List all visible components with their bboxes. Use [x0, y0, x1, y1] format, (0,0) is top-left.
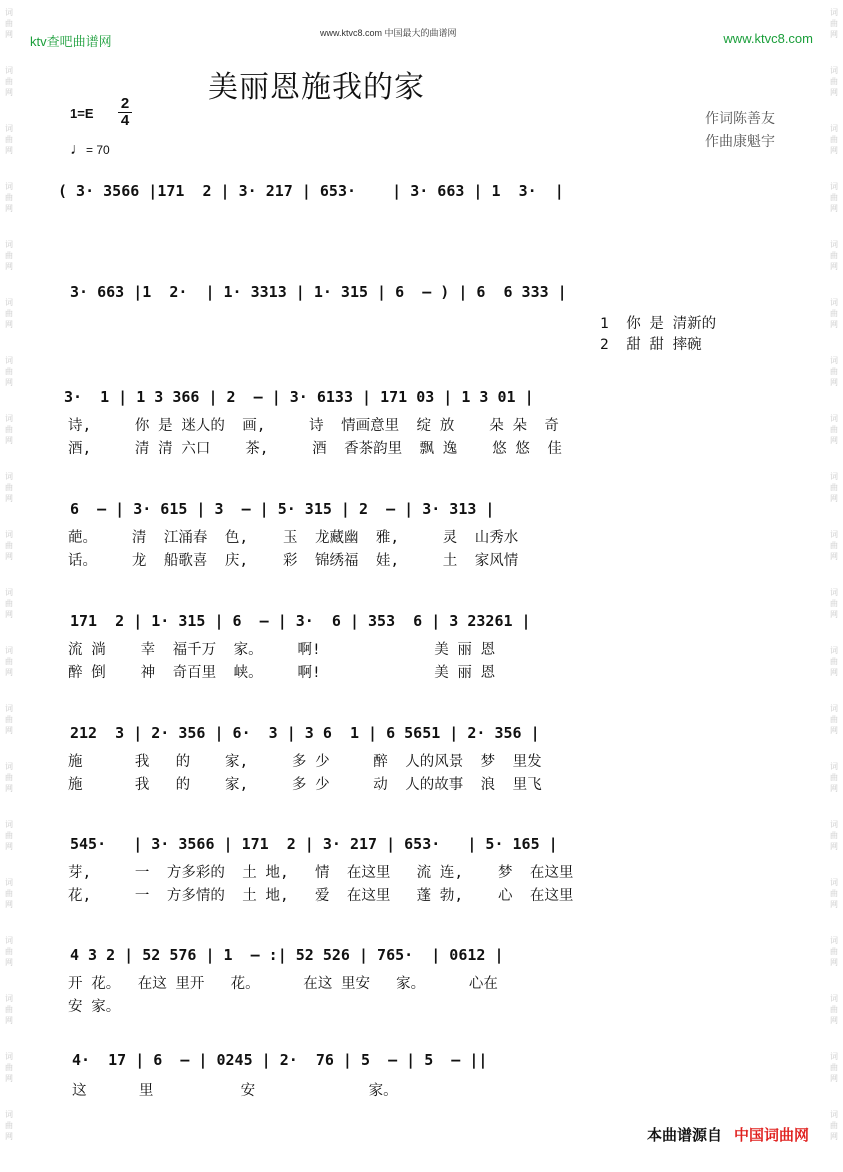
side-watermark-char: 曲	[830, 1005, 838, 1014]
time-signature-top: 2	[120, 95, 130, 112]
side-watermark-char: 词	[830, 762, 838, 771]
side-watermark-char: 词	[830, 1110, 838, 1119]
system-1-notes: ( 3· 3566 |171 2 | 3· 217 | 653· | 3· 663 | 1 3· |	[58, 182, 564, 200]
system-3-lyric-2: 酒, 清 清 六口 茶, 酒 香茶韵里 飘 逸 悠 悠 佳	[68, 441, 562, 457]
side-watermark-char: 网	[5, 436, 13, 445]
side-watermark-char: 曲	[830, 1121, 838, 1130]
side-watermark-char: 曲	[5, 657, 13, 666]
side-watermark-char: 网	[830, 30, 838, 39]
side-watermark-char: 词	[830, 530, 838, 539]
side-watermark-char: 曲	[5, 1121, 13, 1130]
system-2-lyric-1: 1 你 是 清新的	[600, 316, 717, 332]
side-watermark-char: 曲	[830, 19, 838, 28]
side-watermark-char: 曲	[5, 715, 13, 724]
side-watermark-char: 曲	[830, 251, 838, 260]
time-signature-bottom: 4	[120, 112, 130, 129]
side-watermark-char: 词	[5, 182, 13, 191]
side-watermark-char: 网	[5, 204, 13, 213]
header-right-site[interactable]: www.ktvc8.com	[723, 31, 813, 46]
system-5-lyric-1: 流 淌 幸 福千万 家。 啊! 美 丽 恩	[68, 642, 496, 658]
system-8-lyric-2: 安 家。	[68, 999, 121, 1015]
side-watermark-char: 网	[830, 1016, 838, 1025]
side-watermark-char: 曲	[830, 947, 838, 956]
side-watermark-char: 网	[5, 320, 13, 329]
side-watermark-char: 曲	[830, 1063, 838, 1072]
system-7-notes: 545· | 3· 3566 | 171 2 | 3· 217 | 653· | 5· 165 |	[70, 835, 558, 853]
side-watermark-char: 词	[830, 1052, 838, 1061]
side-watermark-char: 词	[830, 8, 838, 17]
system-6-lyric-1: 施 我 的 家, 多 少 醉 人的风景 梦 里发	[68, 754, 542, 770]
side-watermark-char: 词	[5, 530, 13, 539]
footer-source-label: 本曲谱源自	[646, 1127, 722, 1144]
side-watermark-char: 词	[830, 588, 838, 597]
side-watermark-char: 网	[5, 1016, 13, 1025]
side-watermark-char: 词	[830, 356, 838, 365]
system-9-lyric-1: 这 里 安 家。	[72, 1083, 398, 1099]
system-2-notes: 3· 663 |1 2· | 1· 3313 | 1· 315 | 6 — ) | 6 6 333 |	[70, 283, 567, 301]
side-watermark-char: 词	[5, 588, 13, 597]
quarter-note-icon: ♩	[70, 141, 86, 158]
side-watermark-char: 曲	[5, 599, 13, 608]
side-watermark-char: 曲	[5, 367, 13, 376]
side-watermark-char: 网	[5, 726, 13, 735]
side-watermark-char: 曲	[830, 715, 838, 724]
side-watermark-char: 词	[5, 414, 13, 423]
system-8-notes: 4 3 2 | 52 576 | 1 — :| 52 526 | 765· | 0612 |	[70, 946, 504, 964]
side-watermark-char: 词	[830, 994, 838, 1003]
system-6-lyric-2: 施 我 的 家, 多 少 动 人的故事 浪 里飞	[68, 777, 542, 793]
side-watermark-char: 词	[5, 994, 13, 1003]
side-watermark-char: 网	[5, 146, 13, 155]
side-watermark-char: 网	[830, 842, 838, 851]
system-7-lyric-1: 芽, 一 方多彩的 土 地, 情 在这里 流 连, 梦 在这里	[68, 865, 574, 881]
footer-source	[647, 1124, 809, 1145]
system-5-notes: 171 2 | 1· 315 | 6 — | 3· 6 | 353 6 | 3 23261 |	[70, 612, 531, 630]
side-watermark-char: 网	[830, 204, 838, 213]
side-watermark-char: 词	[830, 472, 838, 481]
side-watermark-char: 词	[5, 356, 13, 365]
side-watermark-char: 曲	[830, 541, 838, 550]
side-watermark-char: 曲	[5, 831, 13, 840]
side-watermark-char: 曲	[830, 773, 838, 782]
side-watermark-char: 曲	[830, 889, 838, 898]
side-watermark-char: 网	[830, 436, 838, 445]
side-watermark-char: 网	[830, 262, 838, 271]
side-watermark-char: 网	[5, 668, 13, 677]
side-watermark-char: 网	[830, 668, 838, 677]
side-watermark-char: 网	[5, 900, 13, 909]
side-watermark-char: 网	[830, 958, 838, 967]
system-4-lyric-2: 话。 龙 船歌喜 庆, 彩 锦绣福 娃, 土 家风情	[68, 553, 519, 569]
side-watermark-char: 曲	[5, 1005, 13, 1014]
header-left-site[interactable]: ktv查吧曲谱网	[30, 34, 112, 49]
side-watermark-char: 词	[5, 704, 13, 713]
side-watermark-char: 词	[830, 704, 838, 713]
side-watermark-char: 词	[5, 762, 13, 771]
side-watermark-char: 网	[5, 30, 13, 39]
side-watermark-char: 网	[5, 1074, 13, 1083]
side-watermark-char: 词	[5, 472, 13, 481]
side-watermark-char: 网	[830, 552, 838, 561]
side-watermark-char: 网	[830, 146, 838, 155]
system-6-notes: 212 3 | 2· 356 | 6· 3 | 3 6 1 | 6 5651 | 2· 356 |	[70, 724, 540, 742]
side-watermark-char: 网	[5, 610, 13, 619]
system-4-notes: 6 — | 3· 615 | 3 — | 5· 315 | 2 — | 3· 313 |	[70, 500, 495, 518]
composer-credit: 作曲康魁宇	[705, 134, 775, 150]
side-watermark-char: 词	[830, 66, 838, 75]
side-watermark-char: 词	[830, 240, 838, 249]
side-watermark-char: 曲	[830, 309, 838, 318]
system-3-notes: 3· 1 | 1 3 366 | 2 — | 3· 6133 | 171 03 | 1 3 01 |	[64, 388, 534, 406]
side-watermark-char: 曲	[830, 831, 838, 840]
side-watermark-char: 网	[5, 494, 13, 503]
header-center-site[interactable]: www.ktvc8.com 中国最大的曲谱网	[320, 28, 457, 38]
system-8-lyric-1: 开 花。 在这 里开 花。 在这 里安 家。 心在	[68, 976, 498, 992]
system-9-notes: 4· 17 | 6 — | 0245 | 2· 76 | 5 — | 5 — ||	[72, 1051, 488, 1069]
side-watermark-char: 词	[5, 66, 13, 75]
side-watermark-char: 曲	[5, 541, 13, 550]
side-watermark-char: 曲	[5, 251, 13, 260]
side-watermark-char: 词	[5, 8, 13, 17]
side-watermark-char: 词	[830, 820, 838, 829]
side-watermark-char: 词	[5, 124, 13, 133]
side-watermark-char: 词	[5, 646, 13, 655]
side-watermark-char: 词	[5, 298, 13, 307]
side-watermark-char: 网	[830, 88, 838, 97]
side-watermark-char: 网	[5, 552, 13, 561]
side-watermark-char: 词	[5, 820, 13, 829]
side-watermark-char: 词	[830, 182, 838, 191]
side-watermark-char: 网	[5, 1132, 13, 1141]
side-watermark-char: 词	[5, 1052, 13, 1061]
side-watermark-char: 曲	[5, 193, 13, 202]
system-3-lyric-1: 诗, 你 是 迷人的 画, 诗 情画意里 绽 放 朵 朵 奇	[68, 418, 559, 434]
side-watermark-char: 网	[5, 784, 13, 793]
side-watermark-char: 曲	[5, 135, 13, 144]
song-title: 美丽恩施我的家	[208, 70, 425, 105]
side-watermark-char: 网	[5, 958, 13, 967]
side-watermark-char: 网	[830, 726, 838, 735]
tempo-value: = 70	[86, 143, 110, 157]
lyricist-credit: 作词陈善友	[705, 111, 775, 127]
side-watermark-char: 词	[5, 1110, 13, 1119]
side-watermark-char: 网	[830, 494, 838, 503]
system-4-lyric-1: 葩。 清 江涌春 色, 玉 龙藏幽 雅, 灵 山秀水	[68, 530, 519, 546]
side-watermark-char: 曲	[830, 657, 838, 666]
side-watermark-char: 词	[830, 414, 838, 423]
side-watermark-char: 曲	[830, 77, 838, 86]
key-signature: 1=E	[70, 106, 94, 121]
side-watermark-char: 曲	[5, 309, 13, 318]
side-watermark-char: 曲	[830, 135, 838, 144]
side-watermark-char: 曲	[5, 483, 13, 492]
footer-source-site[interactable]: 中国词曲网	[733, 1127, 809, 1144]
side-watermark-char: 网	[5, 842, 13, 851]
side-watermark-char: 网	[830, 378, 838, 387]
side-watermark-char: 网	[5, 262, 13, 271]
system-2-lyric-2: 2 甜 甜 摔碗	[600, 337, 702, 353]
side-watermark-char: 曲	[830, 367, 838, 376]
system-5-lyric-2: 醉 倒 神 奇百里 峡。 啊! 美 丽 恩	[68, 665, 496, 681]
side-watermark-char: 曲	[5, 77, 13, 86]
side-watermark-char: 词	[830, 936, 838, 945]
side-watermark-char: 曲	[5, 947, 13, 956]
side-watermark-char: 网	[830, 1132, 838, 1141]
side-watermark-char: 曲	[830, 193, 838, 202]
side-watermark-char: 网	[5, 88, 13, 97]
side-watermark-char: 曲	[830, 599, 838, 608]
side-watermark-char: 词	[830, 124, 838, 133]
side-watermark-char: 曲	[5, 19, 13, 28]
side-watermark-char: 曲	[5, 773, 13, 782]
side-watermark-char: 词	[5, 240, 13, 249]
side-watermark-char: 词	[5, 878, 13, 887]
side-watermark-char: 词	[830, 878, 838, 887]
side-watermark-char: 词	[830, 298, 838, 307]
side-watermark-char: 词	[830, 646, 838, 655]
side-watermark-char: 曲	[830, 483, 838, 492]
side-watermark-char: 网	[830, 610, 838, 619]
side-watermark-char: 网	[5, 378, 13, 387]
side-watermark-char: 曲	[5, 1063, 13, 1072]
side-watermark-char: 曲	[5, 889, 13, 898]
side-watermark-char: 词	[5, 936, 13, 945]
side-watermark-char: 网	[830, 900, 838, 909]
side-watermark-char: 曲	[5, 425, 13, 434]
system-7-lyric-2: 花, 一 方多情的 土 地, 爱 在这里 蓬 勃, 心 在这里	[68, 888, 574, 904]
side-watermark-char: 曲	[830, 425, 838, 434]
side-watermark-char: 网	[830, 784, 838, 793]
side-watermark-char: 网	[830, 1074, 838, 1083]
side-watermark-char: 网	[830, 320, 838, 329]
